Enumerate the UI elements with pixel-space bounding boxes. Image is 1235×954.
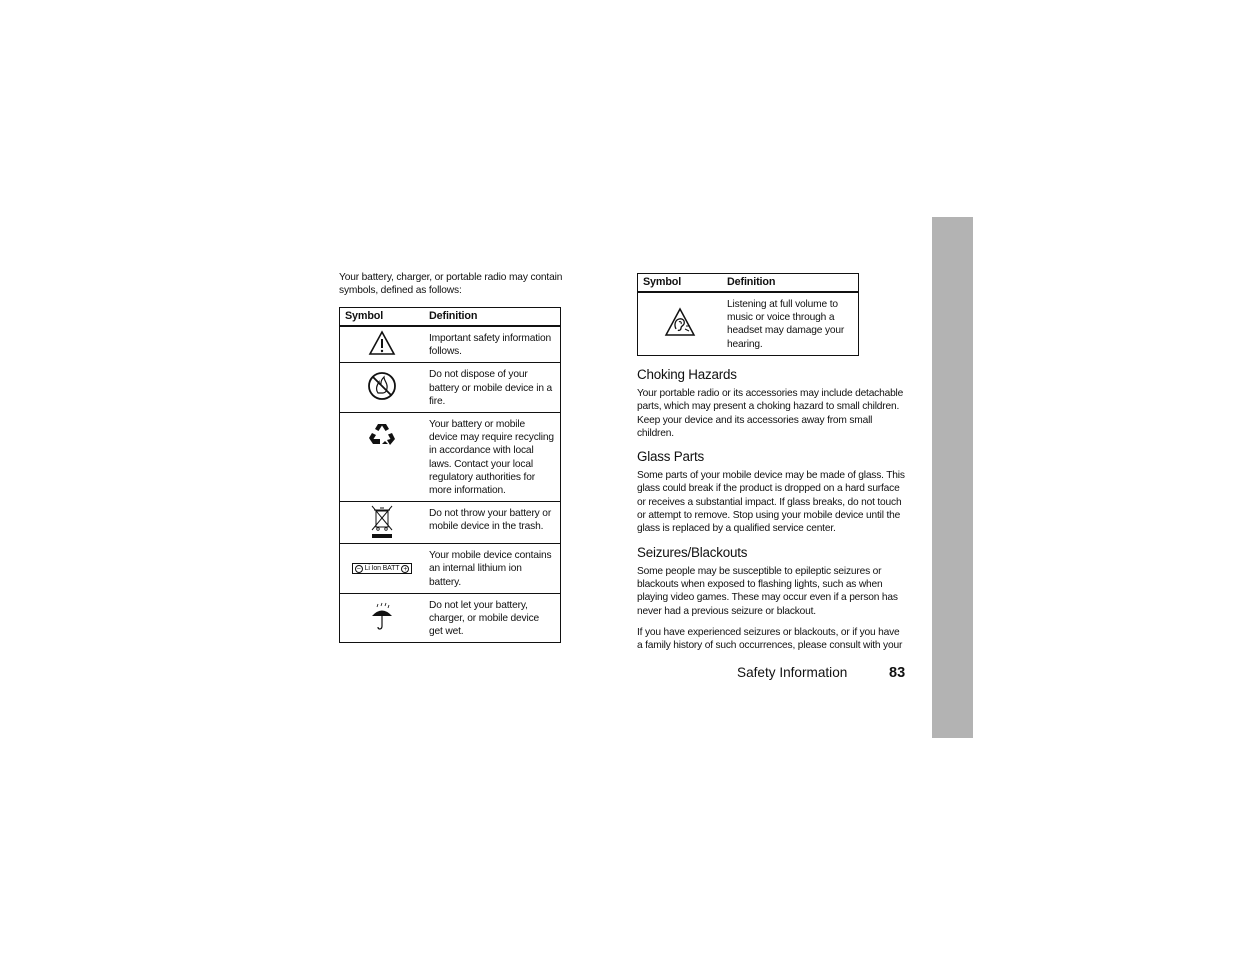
symbol-cell bbox=[340, 593, 425, 643]
definition-cell: Do not let your battery, charger, or mobile device get wet. bbox=[424, 593, 561, 643]
paragraph-seizures-2: If you have experienced seizures or blackouts, or if you have a family history of such occurrences, please consult with your bbox=[637, 626, 903, 652]
definition-cell: Your battery or mobile device may require recycling in accordance with local laws. Contact your local regulatory authorities for more information. bbox=[424, 413, 561, 502]
recycle-icon bbox=[368, 421, 396, 447]
intro-text: Your battery, charger, or portable radio may contain symbols, defined as follows: bbox=[339, 272, 563, 296]
symbols-table-continued bbox=[637, 273, 859, 356]
paragraph-seizures-1: Some people may be susceptible to epileptic seizures or blackouts when exposed to flashing lights, such as when playing video games. These may occur even if a person has never had a previous seizure or blackout. bbox=[637, 565, 898, 617]
header-definition: Definition bbox=[424, 308, 561, 327]
symbol-cell bbox=[340, 413, 425, 502]
umbrella-rain-icon bbox=[370, 601, 394, 631]
crossed-out-bin-icon bbox=[369, 503, 395, 539]
header-symbol: Symbol bbox=[340, 308, 425, 327]
table-row bbox=[340, 544, 561, 594]
definition-cell: Important safety information follows. bbox=[424, 326, 561, 363]
definition-cell: Do not throw your battery or mobile device in the trash. bbox=[424, 502, 561, 544]
symbol-cell bbox=[340, 544, 425, 594]
page-side-tab bbox=[932, 217, 973, 738]
table-row bbox=[340, 502, 561, 544]
table-header bbox=[340, 308, 561, 327]
heading-glass-parts: Glass Parts bbox=[637, 449, 705, 465]
li-ion-battery-icon: − Li Ion BATT + bbox=[352, 563, 413, 574]
table-row bbox=[340, 413, 561, 502]
header-definition: Definition bbox=[722, 274, 859, 293]
hearing-damage-icon bbox=[664, 307, 696, 337]
right-column bbox=[637, 366, 907, 660]
header-symbol: Symbol bbox=[638, 274, 723, 293]
table-row bbox=[340, 593, 561, 643]
definition-cell: Do not dispose of your battery or mobile device in a fire. bbox=[424, 363, 561, 413]
page-number: 83 bbox=[889, 665, 906, 681]
table-row bbox=[340, 326, 561, 363]
paragraph-choking-hazards: Your portable radio or its accessories may include detachable parts, which may present a choking hazard to small children. Keep your device and its accessories away from small children. bbox=[637, 388, 904, 439]
symbols-table bbox=[339, 307, 561, 643]
definition-cell: Listening at full volume to music or voice through a headset may damage your hearing. bbox=[722, 292, 859, 355]
warning-triangle-icon bbox=[368, 330, 396, 356]
paragraph-glass-parts: Some parts of your mobile device may be made of glass. This glass could break if the product is dropped on a hard surface or receives a substantial impact. If glass breaks, do not touch or attempt to remove. Stop using your mobile device until the glass is replaced by a qualified service center. bbox=[637, 470, 905, 535]
table-row bbox=[340, 363, 561, 413]
heading-seizures: Seizures/Blackouts bbox=[637, 544, 748, 560]
symbol-cell bbox=[340, 363, 425, 413]
symbol-cell bbox=[340, 502, 425, 544]
definition-cell: Your mobile device contains an internal lithium ion battery. bbox=[424, 544, 561, 594]
footer-section-title: Safety Information bbox=[737, 665, 848, 680]
symbol-cell bbox=[340, 326, 425, 363]
table-row bbox=[638, 292, 859, 355]
heading-choking-hazards: Choking Hazards bbox=[637, 367, 737, 382]
no-fire-icon bbox=[367, 371, 397, 401]
table-header bbox=[638, 274, 859, 293]
symbol-cell bbox=[638, 292, 723, 355]
